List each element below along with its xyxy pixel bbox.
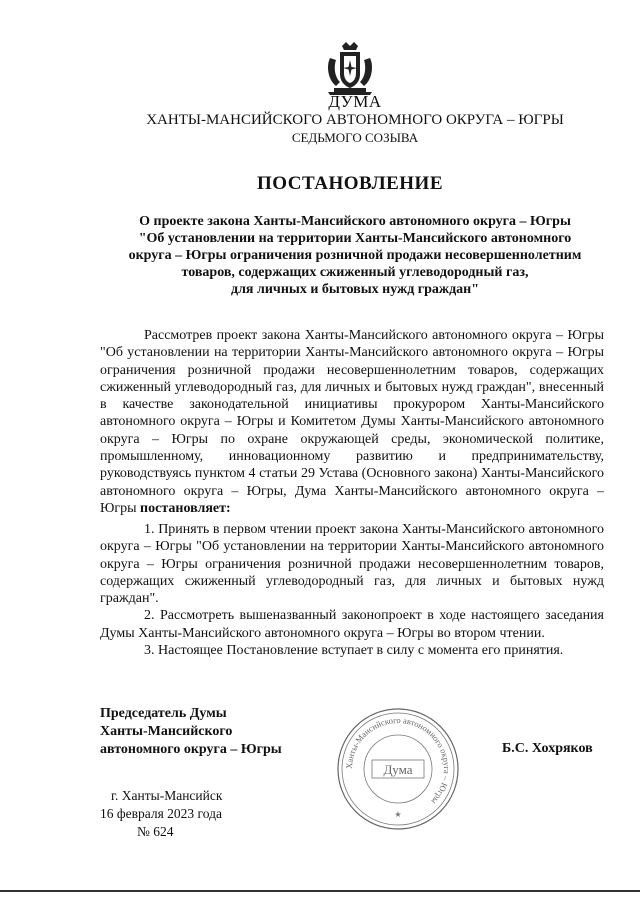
svg-text:Ханты-Мансийского автономного (344, 715, 452, 807)
document-date: 16 февраля 2023 года (100, 806, 222, 821)
preamble-text: Рассмотрев проект закона Ханты-Мансийского автономного округа – Югры "Об установлении на территории Ханты-Мансийского автономного округа – Югры ограничения розничной продажи несовершеннолетним товаров, содержащих сжиженный углеводородный газ, для личных и бытовых нужд граждан", внесенный в качестве законодательной инициативы прокурором Ханты-Мансийского автономного округа – Югры и Комитетом Думы Ханты-Мансийского автономного округа – Югры по охране окружающей среды, экономической политике, промышленному, инновационному развитию и предпринимательству, руководствуясь пунктом 4 статьи 29 Устава (Основного закона) Ханты-Мансийского автономного округа – Югры, Дума Ханты-Мансийского автономного округа – Югры (100, 328, 604, 516)
subject-line: товаров, содержащих сжиженный углеводородный газ, (181, 265, 529, 280)
signer-position (100, 705, 282, 759)
official-seal-stamp (334, 705, 462, 833)
subject-line: округа – Югры ограничения розничной продажи несовершеннолетним (128, 248, 582, 263)
signer-position-line: Председатель Думы (100, 706, 227, 721)
subject-line: "Об установлении на территории Ханты-Мансийского автономного (138, 231, 572, 246)
scan-bottom-edge (0, 890, 640, 892)
preamble-paragraph (100, 327, 604, 517)
coat-of-arms-emblem (322, 40, 378, 96)
signer-name: Б.С. Хохряков (502, 741, 593, 756)
stamp-center-text: Дума (383, 762, 413, 777)
document-place-date (100, 787, 223, 841)
document-subject (108, 213, 602, 298)
resolution-item: 1. Принять в первом чтении проект закона Ханты-Мансийского автономного округа – Югры "Об установлении на территории Ханты-Мансийского автономного округа – Югры ограничения розничной продажи несовершеннолетним товаров, содержащих сжиженный углеводородный газ, для личных и бытовых нужд граждан". (100, 522, 604, 607)
signer-position-line: автономного округа – Югры (100, 742, 282, 757)
document-number: № 624 (137, 824, 174, 839)
resolution-items (100, 521, 604, 659)
resolution-item: 2. Рассмотреть вышеназванный законопроект в ходе настоящего заседания Думы Ханты-Мансийского автономного округа – Югры во втором чтении. (100, 608, 604, 641)
resolves-word: постановляет: (140, 500, 231, 516)
subject-line: для личных и бытовых нужд граждан" (231, 282, 479, 297)
council-name: ДУМА (328, 92, 382, 111)
resolution-item: 3. Настоящее Постановление вступает в силу с момента его принятия. (144, 643, 564, 659)
subject-line: О проекте закона Ханты-Мансийского автономного округа – Югры (139, 214, 571, 229)
document-place: г. Ханты-Мансийск (111, 788, 223, 803)
stamp-ring-text: Ханты-Мансийского автономного округа – Югры (343, 714, 453, 807)
signer-position-line: Ханты-Мансийского (100, 724, 233, 739)
star-icon: ★ (394, 810, 402, 819)
convocation: СЕДЬМОГО СОЗЫВА (291, 130, 419, 145)
region-name: ХАНТЫ-МАНСИЙСКОГО АВТОНОМНОГО ОКРУГА – ЮГРЫ (146, 112, 564, 128)
document-title: ПОСТАНОВЛЕНИЕ (256, 173, 444, 194)
